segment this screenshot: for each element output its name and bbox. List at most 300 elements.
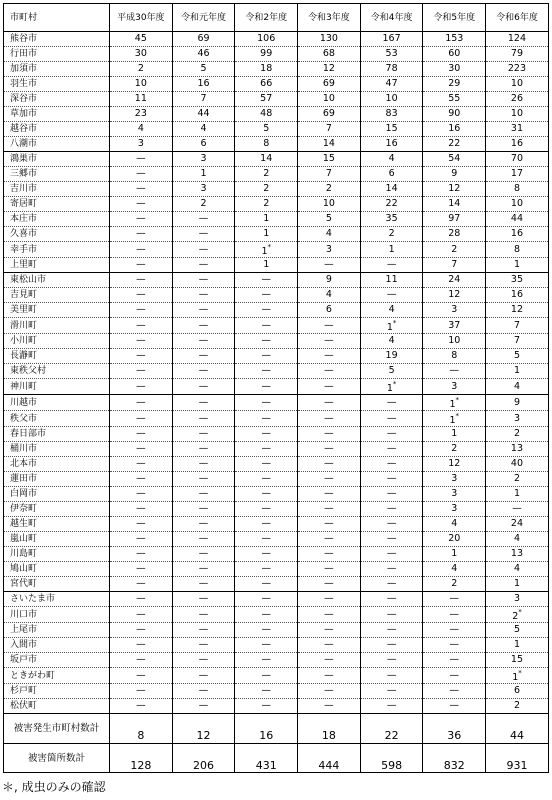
municipality-name: 蓮田市 <box>4 472 110 487</box>
table-row <box>4 227 549 242</box>
count-cell: — <box>486 502 549 517</box>
count-cell: 35 <box>360 212 423 227</box>
count-cell: 2 <box>423 242 486 258</box>
count-cell: — <box>235 457 298 472</box>
count-cell: — <box>110 182 173 197</box>
count-cell: — <box>298 653 361 668</box>
municipality-name: 伊奈町 <box>4 502 110 517</box>
count-cell: — <box>235 502 298 517</box>
count-cell: 2 <box>235 182 298 197</box>
count-cell: — <box>172 334 235 349</box>
count-cell: 1 <box>235 258 298 273</box>
count-cell: — <box>110 547 173 562</box>
total-cell: 16 <box>235 714 298 744</box>
count-cell: — <box>110 502 173 517</box>
table-row <box>4 167 549 182</box>
count-cell: — <box>235 577 298 592</box>
count-cell: 9 <box>298 273 361 288</box>
table-row <box>4 427 549 442</box>
municipality-name: 羽生市 <box>4 77 110 92</box>
count-cell: — <box>235 395 298 411</box>
count-cell: — <box>172 487 235 502</box>
count-cell: — <box>235 653 298 668</box>
count-cell: 4 <box>486 562 549 577</box>
count-cell: 4 <box>423 517 486 532</box>
count-cell: — <box>110 607 173 623</box>
total-cell: 18 <box>298 714 361 744</box>
count-cell: — <box>298 517 361 532</box>
count-cell: 46 <box>172 47 235 62</box>
count-cell: — <box>110 699 173 714</box>
count-cell: — <box>360 517 423 532</box>
count-cell: — <box>423 607 486 623</box>
table-row <box>4 152 549 167</box>
count-cell: 90 <box>423 107 486 122</box>
count-cell: — <box>298 487 361 502</box>
municipality-name: 美里町 <box>4 303 110 318</box>
count-cell: 6 <box>172 137 235 152</box>
count-cell: — <box>298 684 361 699</box>
count-cell: 4 <box>298 227 361 242</box>
count-cell: 12 <box>486 303 549 318</box>
count-cell: — <box>235 303 298 318</box>
total-cell: 206 <box>172 744 235 773</box>
count-cell: 10 <box>298 197 361 212</box>
count-cell: 1* <box>235 242 298 258</box>
table-row <box>4 472 549 487</box>
count-cell: — <box>110 212 173 227</box>
count-cell: — <box>110 258 173 273</box>
municipality-name: 長瀞町 <box>4 349 110 364</box>
count-cell: 16 <box>423 122 486 137</box>
municipality-name: 寄居町 <box>4 197 110 212</box>
count-cell: — <box>110 517 173 532</box>
count-cell: — <box>298 442 361 457</box>
count-cell: 6 <box>486 684 549 699</box>
count-cell: — <box>172 457 235 472</box>
count-cell: — <box>298 472 361 487</box>
count-cell: — <box>298 577 361 592</box>
count-cell: 5 <box>172 62 235 77</box>
count-cell: 15 <box>360 122 423 137</box>
count-cell: — <box>172 502 235 517</box>
count-cell: 16 <box>486 227 549 242</box>
count-cell: — <box>360 502 423 517</box>
municipality-name: 秩父市 <box>4 411 110 427</box>
municipality-name: 鳩山町 <box>4 562 110 577</box>
count-cell: — <box>172 303 235 318</box>
count-cell: — <box>172 684 235 699</box>
count-cell: 31 <box>486 122 549 137</box>
count-cell: 12 <box>423 457 486 472</box>
total-cell: 12 <box>172 714 235 744</box>
damage-table <box>3 3 549 773</box>
count-cell: — <box>110 487 173 502</box>
count-cell: — <box>172 592 235 607</box>
count-cell: — <box>110 273 173 288</box>
count-cell: 69 <box>172 32 235 47</box>
count-cell: 78 <box>360 62 423 77</box>
count-cell: 2 <box>172 197 235 212</box>
count-cell: 10 <box>486 107 549 122</box>
municipality-name: 熊谷市 <box>4 32 110 47</box>
municipality-name: 深谷市 <box>4 92 110 107</box>
count-cell: 4 <box>486 379 549 395</box>
total-cell: 8 <box>110 714 173 744</box>
count-cell: — <box>172 653 235 668</box>
count-cell: 30 <box>110 47 173 62</box>
table-row <box>4 623 549 638</box>
municipality-name: 本庄市 <box>4 212 110 227</box>
table-row <box>4 32 549 47</box>
count-cell: 1 <box>486 364 549 379</box>
table-row <box>4 334 549 349</box>
count-cell: 44 <box>172 107 235 122</box>
table-row <box>4 653 549 668</box>
municipality-name: 越谷市 <box>4 122 110 137</box>
table-row <box>4 684 549 699</box>
count-cell: — <box>298 427 361 442</box>
count-cell: — <box>235 684 298 699</box>
municipality-name: 久喜市 <box>4 227 110 242</box>
municipality-name: 嵐山町 <box>4 532 110 547</box>
header-municipality: 市町村 <box>4 4 110 32</box>
count-cell: 9 <box>486 395 549 411</box>
total-cell: 931 <box>486 744 549 773</box>
table-row <box>4 699 549 714</box>
count-cell: 3 <box>423 472 486 487</box>
count-cell: 70 <box>486 152 549 167</box>
table-row <box>4 197 549 212</box>
count-cell: 26 <box>486 92 549 107</box>
count-cell: — <box>360 562 423 577</box>
municipality-name: 行田市 <box>4 47 110 62</box>
municipality-name: 川口市 <box>4 607 110 623</box>
count-cell: 1 <box>360 242 423 258</box>
count-cell: 2 <box>298 182 361 197</box>
count-cell: — <box>235 273 298 288</box>
count-cell: 9 <box>423 167 486 182</box>
table-row <box>4 457 549 472</box>
count-cell: — <box>110 457 173 472</box>
count-cell: — <box>110 227 173 242</box>
count-cell: — <box>172 318 235 334</box>
table-row <box>4 212 549 227</box>
count-cell: — <box>172 517 235 532</box>
count-cell: — <box>360 487 423 502</box>
table-row <box>4 92 549 107</box>
count-cell: 1 <box>486 487 549 502</box>
count-cell: 1* <box>360 318 423 334</box>
count-cell: 8 <box>423 349 486 364</box>
municipality-name: 越生町 <box>4 517 110 532</box>
count-cell: 153 <box>423 32 486 47</box>
count-cell: 4 <box>360 334 423 349</box>
municipality-name: 八潮市 <box>4 137 110 152</box>
count-cell: — <box>360 653 423 668</box>
count-cell: — <box>172 427 235 442</box>
total-cell: 22 <box>360 714 423 744</box>
count-cell: 18 <box>235 62 298 77</box>
header-year: 令和3年度 <box>298 4 361 32</box>
count-cell: 14 <box>298 137 361 152</box>
count-cell: — <box>172 638 235 653</box>
count-cell: — <box>423 592 486 607</box>
count-cell: 68 <box>298 47 361 62</box>
count-cell: 6 <box>298 303 361 318</box>
municipality-name: 神川町 <box>4 379 110 395</box>
count-cell: 124 <box>486 32 549 47</box>
count-cell: — <box>235 623 298 638</box>
count-cell: — <box>172 273 235 288</box>
count-cell: 130 <box>298 32 361 47</box>
count-cell: — <box>360 668 423 684</box>
count-cell: 17 <box>486 167 549 182</box>
count-cell: 13 <box>486 547 549 562</box>
count-cell: 57 <box>235 92 298 107</box>
count-cell: 12 <box>298 62 361 77</box>
count-cell: 22 <box>423 137 486 152</box>
count-cell: — <box>235 532 298 547</box>
table-row <box>4 288 549 303</box>
count-cell: 2 <box>360 227 423 242</box>
count-cell: 44 <box>486 212 549 227</box>
count-cell: — <box>172 562 235 577</box>
count-cell: — <box>110 318 173 334</box>
total-cell: 832 <box>423 744 486 773</box>
table-row <box>4 502 549 517</box>
count-cell: 55 <box>423 92 486 107</box>
table-row <box>4 532 549 547</box>
table-row <box>4 62 549 77</box>
count-cell: 8 <box>235 137 298 152</box>
table-row <box>4 411 549 427</box>
count-cell: 15 <box>298 152 361 167</box>
count-cell: — <box>110 592 173 607</box>
municipality-name: 幸手市 <box>4 242 110 258</box>
table-row <box>4 607 549 623</box>
municipality-name: 白岡市 <box>4 487 110 502</box>
count-cell: 8 <box>486 182 549 197</box>
count-cell: 16 <box>486 137 549 152</box>
count-cell: 1 <box>486 577 549 592</box>
count-cell: 3 <box>423 303 486 318</box>
count-cell: 2 <box>423 442 486 457</box>
count-cell: 14 <box>235 152 298 167</box>
count-cell: — <box>110 334 173 349</box>
municipality-name: 杉戸町 <box>4 684 110 699</box>
count-cell: 7 <box>486 318 549 334</box>
count-cell: — <box>423 668 486 684</box>
table-row <box>4 638 549 653</box>
count-cell: — <box>298 457 361 472</box>
header-year: 令和6年度 <box>486 4 549 32</box>
count-cell: 99 <box>235 47 298 62</box>
header-year: 令和2年度 <box>235 4 298 32</box>
municipality-name: 滑川町 <box>4 318 110 334</box>
table-row <box>4 395 549 411</box>
count-cell: 10 <box>298 92 361 107</box>
table-row <box>4 107 549 122</box>
municipality-name: 東松山市 <box>4 273 110 288</box>
table-row <box>4 517 549 532</box>
municipality-name: 桶川市 <box>4 442 110 457</box>
header-year: 令和元年度 <box>172 4 235 32</box>
count-cell: — <box>172 258 235 273</box>
table-row <box>4 77 549 92</box>
total-cell: 598 <box>360 744 423 773</box>
count-cell: — <box>298 532 361 547</box>
count-cell: — <box>235 487 298 502</box>
count-cell: 5 <box>486 349 549 364</box>
count-cell: 66 <box>235 77 298 92</box>
count-cell: — <box>110 364 173 379</box>
municipality-name: 加須市 <box>4 62 110 77</box>
count-cell: 4 <box>360 152 423 167</box>
count-cell: 2 <box>235 167 298 182</box>
count-cell: 20 <box>423 532 486 547</box>
count-cell: 12 <box>423 288 486 303</box>
table-row <box>4 182 549 197</box>
count-cell: — <box>172 472 235 487</box>
count-cell: — <box>110 638 173 653</box>
count-cell: — <box>110 411 173 427</box>
count-cell: — <box>235 638 298 653</box>
count-cell: 4 <box>486 532 549 547</box>
count-cell: — <box>235 668 298 684</box>
count-cell: 1* <box>486 668 549 684</box>
count-cell: — <box>172 379 235 395</box>
count-cell: 15 <box>486 653 549 668</box>
total-label: 被害箇所数計 <box>4 744 110 773</box>
count-cell: — <box>172 577 235 592</box>
municipality-name: 東秩父村 <box>4 364 110 379</box>
count-cell: — <box>110 532 173 547</box>
count-cell: 3 <box>486 411 549 427</box>
header-year: 令和4年度 <box>360 4 423 32</box>
count-cell: 8 <box>486 242 549 258</box>
count-cell: 3 <box>423 379 486 395</box>
count-cell: 5 <box>298 212 361 227</box>
count-cell: 4 <box>360 303 423 318</box>
count-cell: 1 <box>486 258 549 273</box>
damage-table-container <box>3 3 549 773</box>
count-cell: — <box>423 364 486 379</box>
count-cell: 3 <box>423 487 486 502</box>
count-cell: — <box>172 227 235 242</box>
count-cell: 106 <box>235 32 298 47</box>
municipality-name: 上里町 <box>4 258 110 273</box>
count-cell: — <box>110 562 173 577</box>
count-cell: — <box>172 532 235 547</box>
count-cell: — <box>360 684 423 699</box>
table-row <box>4 47 549 62</box>
count-cell: — <box>110 379 173 395</box>
count-cell: 53 <box>360 47 423 62</box>
count-cell: 10 <box>423 334 486 349</box>
count-cell: 1* <box>360 379 423 395</box>
municipality-name: 上尾市 <box>4 623 110 638</box>
count-cell: 40 <box>486 457 549 472</box>
count-cell: — <box>360 288 423 303</box>
table-row <box>4 547 549 562</box>
count-cell: — <box>172 364 235 379</box>
count-cell: — <box>172 288 235 303</box>
count-cell: — <box>298 318 361 334</box>
municipality-name: さいたま市 <box>4 592 110 607</box>
total-cell: 44 <box>486 714 549 744</box>
table-row <box>4 442 549 457</box>
count-cell: 1* <box>423 395 486 411</box>
count-cell: — <box>110 577 173 592</box>
header-year: 平成30年度 <box>110 4 173 32</box>
table-row <box>4 379 549 395</box>
count-cell: 28 <box>423 227 486 242</box>
table-row <box>4 487 549 502</box>
count-cell: — <box>360 699 423 714</box>
count-cell: 29 <box>423 77 486 92</box>
count-cell: — <box>110 684 173 699</box>
count-cell: — <box>172 212 235 227</box>
count-cell: 2 <box>486 472 549 487</box>
count-cell: 2* <box>486 607 549 623</box>
count-cell: — <box>298 411 361 427</box>
total-cell: 431 <box>235 744 298 773</box>
count-cell: — <box>235 472 298 487</box>
count-cell: — <box>110 303 173 318</box>
total-municipalities-row <box>4 714 549 744</box>
count-cell: — <box>172 395 235 411</box>
count-cell: — <box>235 562 298 577</box>
count-cell: — <box>360 547 423 562</box>
count-cell: — <box>110 668 173 684</box>
count-cell: — <box>298 562 361 577</box>
count-cell: 7 <box>486 334 549 349</box>
table-row <box>4 668 549 684</box>
count-cell: — <box>110 242 173 258</box>
count-cell: 2 <box>486 699 549 714</box>
table-row <box>4 258 549 273</box>
count-cell: 30 <box>423 62 486 77</box>
table-row <box>4 242 549 258</box>
count-cell: — <box>298 623 361 638</box>
count-cell: — <box>172 242 235 258</box>
count-cell: — <box>360 427 423 442</box>
count-cell: — <box>298 668 361 684</box>
count-cell: 60 <box>423 47 486 62</box>
municipality-name: 草加市 <box>4 107 110 122</box>
count-cell: — <box>110 288 173 303</box>
count-cell: — <box>298 395 361 411</box>
table-row <box>4 303 549 318</box>
count-cell: — <box>235 364 298 379</box>
count-cell: 14 <box>423 197 486 212</box>
municipality-name: 春日部市 <box>4 427 110 442</box>
count-cell: 1 <box>235 212 298 227</box>
count-cell: — <box>298 547 361 562</box>
count-cell: 223 <box>486 62 549 77</box>
table-row <box>4 562 549 577</box>
count-cell: — <box>110 197 173 212</box>
count-cell: — <box>110 349 173 364</box>
count-cell: 12 <box>423 182 486 197</box>
count-cell: 3 <box>486 592 549 607</box>
count-cell: — <box>235 334 298 349</box>
count-cell: 5 <box>486 623 549 638</box>
count-cell: — <box>298 502 361 517</box>
count-cell: 7 <box>172 92 235 107</box>
count-cell: — <box>235 592 298 607</box>
